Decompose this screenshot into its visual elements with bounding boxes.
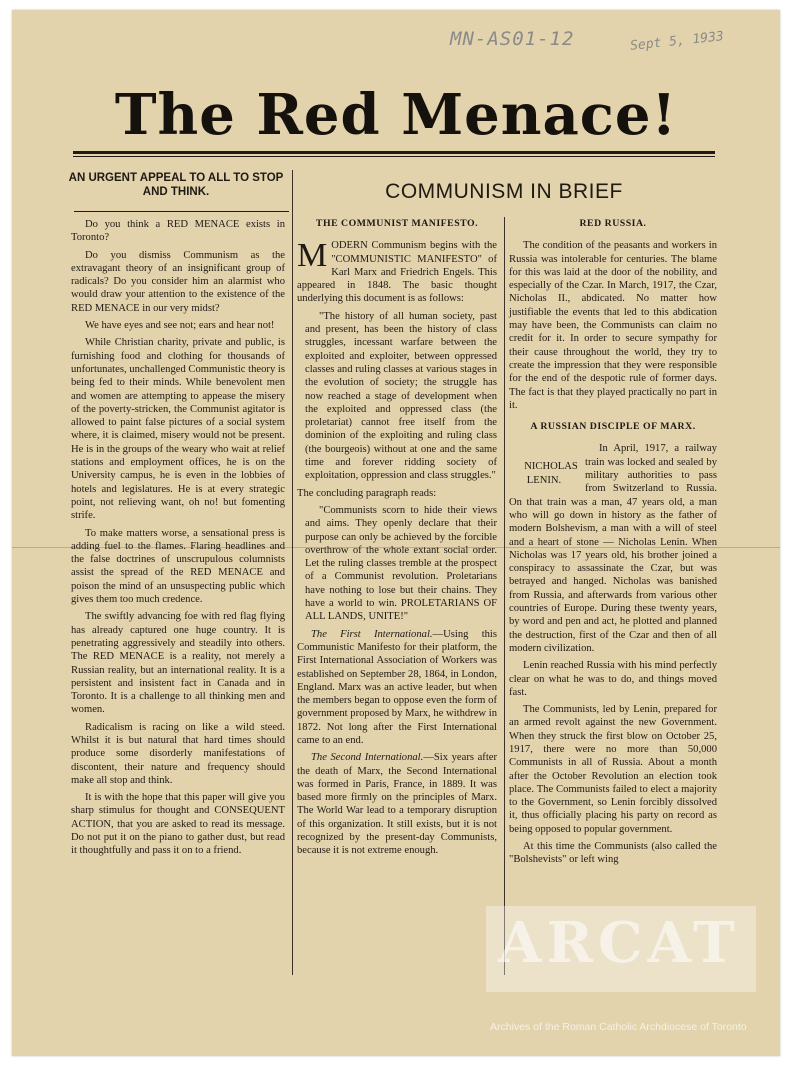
left-paragraph: The swiftly advancing foe with red flag flying has already captured one huge country. It is penetrating aggressively and steadily into others. The RED MENACE is a reality, not merely a Russian reality, but an international reality. It is a persistent and insistent fact in Canada and in Toronto. It is a challenge to all thinking men and women. [71,611,285,716]
left-paragraph: Do you dismiss Communism as the extravagant theory of an insignificant group of radicals? Do you consider him an alarmist who would draw your attention to the existence of the RED MENACE in our very midst? [71,249,285,314]
catalogue-number: MN-AS01-12 [450,28,575,50]
revolt-paragraph: The Communists, led by Lenin, prepared for an armed revolt against the new Government. When they struck the first blow on October 25, 1917, there were no more than 50,000 Communists in all of Russia. About a month after the October Revolution an election took place. The Communists failed to elect a majority to the Government, so Lenin forcibly dissolved it, thus officially placing his party on record as being opposed to popular government. [509,704,717,835]
section-title: COMMUNISM IN BRIEF [385,180,623,203]
masthead-title: The Red Menace! [114,82,678,148]
red-russia-heading: RED RUSSIA. [579,218,647,229]
appeal-underline [74,211,289,212]
manifesto-intro [297,239,497,305]
second-international-paragraph [297,751,497,857]
bolsheviks-paragraph: At this time the Communists (also called the "Bolshevists" or left wing [509,841,717,866]
handwritten-date: Sept 5, 1933 [629,29,725,54]
disciple-text: In April, 1917, a railway train was locked and sealed by military authorities to pass from Switzerland to Russia. On that train was a man, 47 years old, a man who will go down in history as the father of modern Bolshevism, a man with a will of steel and a heart of stone — Nicholas Lenin. When Nicholas was 17 years old, his brother joined a conspiracy to assassinate the Czar, but was betrayed and hanged. Nicholas was banished from Russia, and afterwards from various other countries of Europe. During these twenty years, by word and pen and act, he plotted and planned the destruction, first of the Czar and then of all modern civilization. [509,443,717,654]
left-paragraph: We have eyes and see not; ears and hear not! [85,320,275,332]
masthead-rule-thin [73,156,715,157]
left-paragraph: It is with the hope that this paper will give you sharp stimulus for thought and CONSEQUENT ACTION, that you are asked to read its message. Do not put it on the piano to gather dust, but read it thoughtfully and pass it on to a friend. [71,792,285,857]
column-divider-left [292,170,293,975]
second-international-label: The Second International. [311,752,424,764]
concluding-intro: The concluding paragraph reads: [297,487,437,499]
masthead-rule-thick [73,151,715,154]
right-column [509,217,717,871]
red-russia-paragraph: The condition of the peasants and workers in Russia was intolerable for centuries. The blame for this was laid at the door of the nobility, and especially of the Czar. In March, 1917, the Czar, Nicholas II., abdicated. No matter how justifiable the events that led to this abdication may have been, the Communists can claim no credit for it. In order to secure sympathy for their cause throughout the world, they try to create the impression that they were responsible for the end of the despotic rule of former days. The fact is that they played practically no part in it. [509,240,717,411]
manifesto-quote: "The history of all human society, past and present, has been the history of class struggles, incessant warfare between the exploited and exploiter, between oppressed classes and ruling classes at various stages in the evolution of society; the struggle has now reached a stage of development when the exploited and oppressed class (the proletariat) cannot free itself from the dominion of the exploiting and ruling class (the bourgeois) without at one and the same time and forever ridding society of exploitation, oppression and class struggles." [305,310,497,482]
manifesto-heading: THE COMMUNIST MANIFESTO. [315,218,479,229]
watermark-caption: Archives of the Roman Catholic Archdiocese of Toronto [490,1021,747,1033]
appeal-heading: AN URGENT APPEAL TO ALL TO STOP AND THINK. [68,172,284,198]
left-paragraph: Radicalism is racing on like a wild steed. Whilst it is but natural that hard times should produce some disorderly manifestations of discontent, their nature and frequency should make all stop and think. [71,721,285,786]
newspaper-page [12,10,780,1056]
lenin-arrival-paragraph: Lenin reached Russia with his mind perfectly clear on what he was to do, and things moved fast. [509,660,717,698]
manifesto-intro-text: ODERN Communism begins with the "COMMUNISTIC MANIFESTO" of Karl Marx and Friedrich Engels. This appeared in 1848. The basic thought underlying this document is as follows: [297,240,497,305]
first-international-label: The First International. [311,628,433,640]
left-paragraph: To make matters worse, a sensational press is adding fuel to the flames. Flaring headlines and the false doctrines of unscrupulous columnists assist the spread of the RED MENACE and poison the mind of an unsuspecting public which gives them too much credence. [71,527,285,606]
watermark-logo: ARCAT [498,910,740,976]
left-paragraph: Do you think a RED MENACE exists in Toronto? [71,219,285,244]
left-paragraph: While Christian charity, private and public, is furnishing food and clothing for thousands of unfortunates, unchallenged Communistic theory is being fed to their minds. While benevolent men and women are attempting to appease the misery of the poverty-stricken, the Communist agitator is allowed to paint false pictures of a social system where, it is claimed, misery would not be present. He is in the groups of the weary who wait at relief stations and employment offices, he is on the University campus, he is even in the lobbies of hotels and legislatures. He is at every strategic point, not relieving want, oh no! but fomenting strife. [71,337,285,522]
concluding-quote: "Communists scorn to hide their views and aims. They openly declare that their purpose can only be achieved by the forcible overthrow of the whole extant social order. Let the ruling classes tremble at the prospect of a Communist revolution. Proletarians have nothing to lose but their chains. They have a world to win. PROLETARIANS OF ALL LANDS, UNITE!" [305,504,497,623]
column-divider-right [504,217,505,975]
left-column [71,218,285,862]
lenin-sidehead: NICHOLAS LENIN. [524,461,578,486]
first-international-paragraph [297,628,497,748]
disciple-heading: A RUSSIAN DISCIPLE OF MARX. [530,421,696,433]
disciple-paragraph [509,442,717,655]
first-international-text: —Using this Communistic Manifesto for their platform, the First International Association of Workers was established on September 28, 1864, in London, England. Marx was an active leader, but when the members began to oppose even the form of government proposed by Marx, he withdrew in 1872. Not long after the First International came to an end. [297,628,497,746]
drop-cap: M [297,237,328,275]
second-international-text: —Six years after the death of Marx, the Second International was formed in Paris, France, in 1889. It was based more firmly on the principles of Marx. The World War lead to a temporary disruption of this organization. It still exists, but it is not recognized by the present-day Communists, because it is not extreme enough. [297,752,497,857]
middle-column [297,217,497,862]
